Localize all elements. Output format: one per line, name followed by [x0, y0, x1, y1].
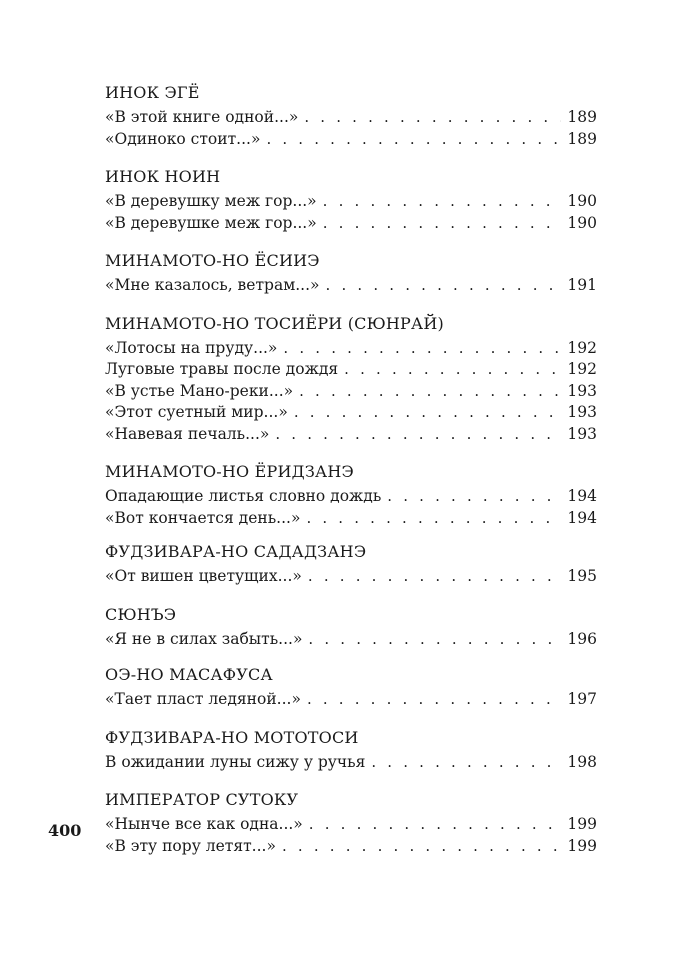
dot-leader: [308, 629, 561, 651]
entry-page-number: 189: [567, 129, 597, 148]
toc-entry[interactable]: [105, 381, 597, 403]
dot-leader: [309, 814, 561, 836]
author-heading: МИНАМОТО-НО ТОСИЁРИ (СЮНРАЙ): [105, 313, 444, 333]
dot-leader: [308, 566, 561, 588]
toc-section: [105, 604, 597, 651]
entry-page-number: 192: [567, 360, 597, 378]
dot-leader: [266, 129, 561, 151]
entry-title: «Тает пласт ледяной...»: [105, 690, 301, 708]
author-heading: ФУДЗИВАРА-НО МОТОТОСИ: [105, 727, 359, 747]
entry-page-number: 196: [567, 629, 597, 648]
dot-leader: [282, 836, 561, 858]
dot-leader: [275, 424, 561, 446]
toc-entry[interactable]: [105, 402, 597, 424]
entry-title: «Одиноко стоит...»: [105, 129, 261, 148]
author-heading: МИНАМОТО-НО ЁСИИЭ: [105, 251, 320, 270]
entry-title: «От вишен цветущих...»: [105, 567, 302, 585]
toc-entry[interactable]: [105, 752, 597, 774]
toc-entry[interactable]: [105, 566, 597, 588]
author-heading: ФУДЗИВАРА-НО САДАДЗАНЭ: [105, 542, 367, 561]
entry-title: «В деревушке меж гор...»: [105, 213, 317, 232]
entry-page-number: 197: [567, 690, 597, 708]
entry-page-number: 191: [567, 276, 597, 294]
dot-leader: [306, 508, 561, 530]
toc-entry[interactable]: [105, 814, 597, 836]
entry-page-number: 194: [567, 508, 597, 527]
entry-page-number: 198: [567, 752, 597, 771]
dot-leader: [344, 359, 561, 381]
dot-leader: [371, 752, 561, 774]
toc-entry[interactable]: [105, 629, 597, 651]
toc-section: [105, 541, 597, 588]
dot-leader: [323, 213, 561, 235]
dot-leader: [323, 191, 561, 213]
entry-page-number: 189: [567, 108, 597, 126]
entry-title: Опадающие листья словно дождь: [105, 487, 382, 505]
toc-entry[interactable]: [105, 338, 597, 360]
dot-leader: [307, 689, 561, 711]
author-heading: МИНАМОТО-НО ЁРИДЗАНЭ: [105, 462, 354, 481]
toc-section: [105, 461, 597, 529]
author-heading: ИНОК ЭГЁ: [105, 83, 200, 102]
dot-leader: [326, 275, 561, 297]
toc-section: [105, 664, 597, 711]
entry-title: «Лотосы на пруду...»: [105, 338, 278, 357]
entry-title: «Мне казалось, ветрам...»: [105, 276, 320, 294]
author-heading: ИМПЕРАТОР СУТОКУ: [105, 790, 299, 809]
toc-entry[interactable]: [105, 836, 597, 858]
entry-page-number: 190: [567, 192, 597, 210]
toc-entry[interactable]: [105, 424, 597, 446]
toc-section: [105, 313, 597, 446]
toc-entry[interactable]: [105, 107, 597, 129]
entry-title: Луговые травы после дождя: [105, 360, 339, 378]
entry-title: «Нынче все как одна...»: [105, 815, 303, 833]
toc-section: [105, 250, 597, 297]
toc-entry[interactable]: [105, 689, 597, 711]
entry-page-number: 193: [567, 381, 597, 400]
entry-title: В ожидании луны сижу у ручья: [105, 752, 366, 771]
toc-entry[interactable]: [105, 191, 597, 213]
entry-page-number: 199: [567, 836, 597, 855]
author-heading: ИНОК НОИН: [105, 167, 221, 186]
entry-title: «Я не в силах забыть...»: [105, 629, 303, 648]
entry-title: «Вот кончается день...»: [105, 508, 301, 527]
entry-page-number: 190: [567, 213, 597, 232]
toc-entry[interactable]: [105, 275, 597, 297]
author-heading: СЮНЪЭ: [105, 604, 177, 624]
entry-page-number: 192: [567, 338, 597, 357]
dot-leader: [294, 402, 561, 424]
toc-section: [105, 789, 597, 857]
toc-section: [105, 82, 597, 150]
toc-entry[interactable]: [105, 213, 597, 235]
toc-entry[interactable]: [105, 359, 597, 381]
entry-page-number: 193: [567, 424, 597, 443]
entry-page-number: 193: [567, 403, 597, 421]
entry-title: «В устье Мано-реки...»: [105, 381, 294, 400]
entry-title: «В эту пору летят...»: [105, 836, 276, 855]
entry-title: «Навевая печаль...»: [105, 424, 270, 443]
dot-leader: [387, 486, 561, 508]
toc-section: [105, 727, 597, 774]
dot-leader: [304, 107, 561, 129]
page-number: 400: [48, 821, 82, 840]
toc-entry[interactable]: [105, 508, 597, 530]
toc-entry[interactable]: [105, 129, 597, 151]
toc-entry[interactable]: [105, 486, 597, 508]
dot-leader: [299, 381, 561, 403]
entry-title: «В этой книге одной...»: [105, 108, 299, 126]
toc-section: [105, 166, 597, 234]
author-heading: ОЭ-НО МАСАФУСА: [105, 665, 273, 684]
entry-page-number: 199: [567, 815, 597, 833]
dot-leader: [283, 338, 561, 360]
table-of-contents: [105, 82, 597, 857]
entry-page-number: 194: [567, 487, 597, 505]
entry-title: «В деревушку меж гор...»: [105, 192, 317, 210]
entry-page-number: 195: [567, 567, 597, 585]
entry-title: «Этот суетный мир...»: [105, 403, 288, 421]
